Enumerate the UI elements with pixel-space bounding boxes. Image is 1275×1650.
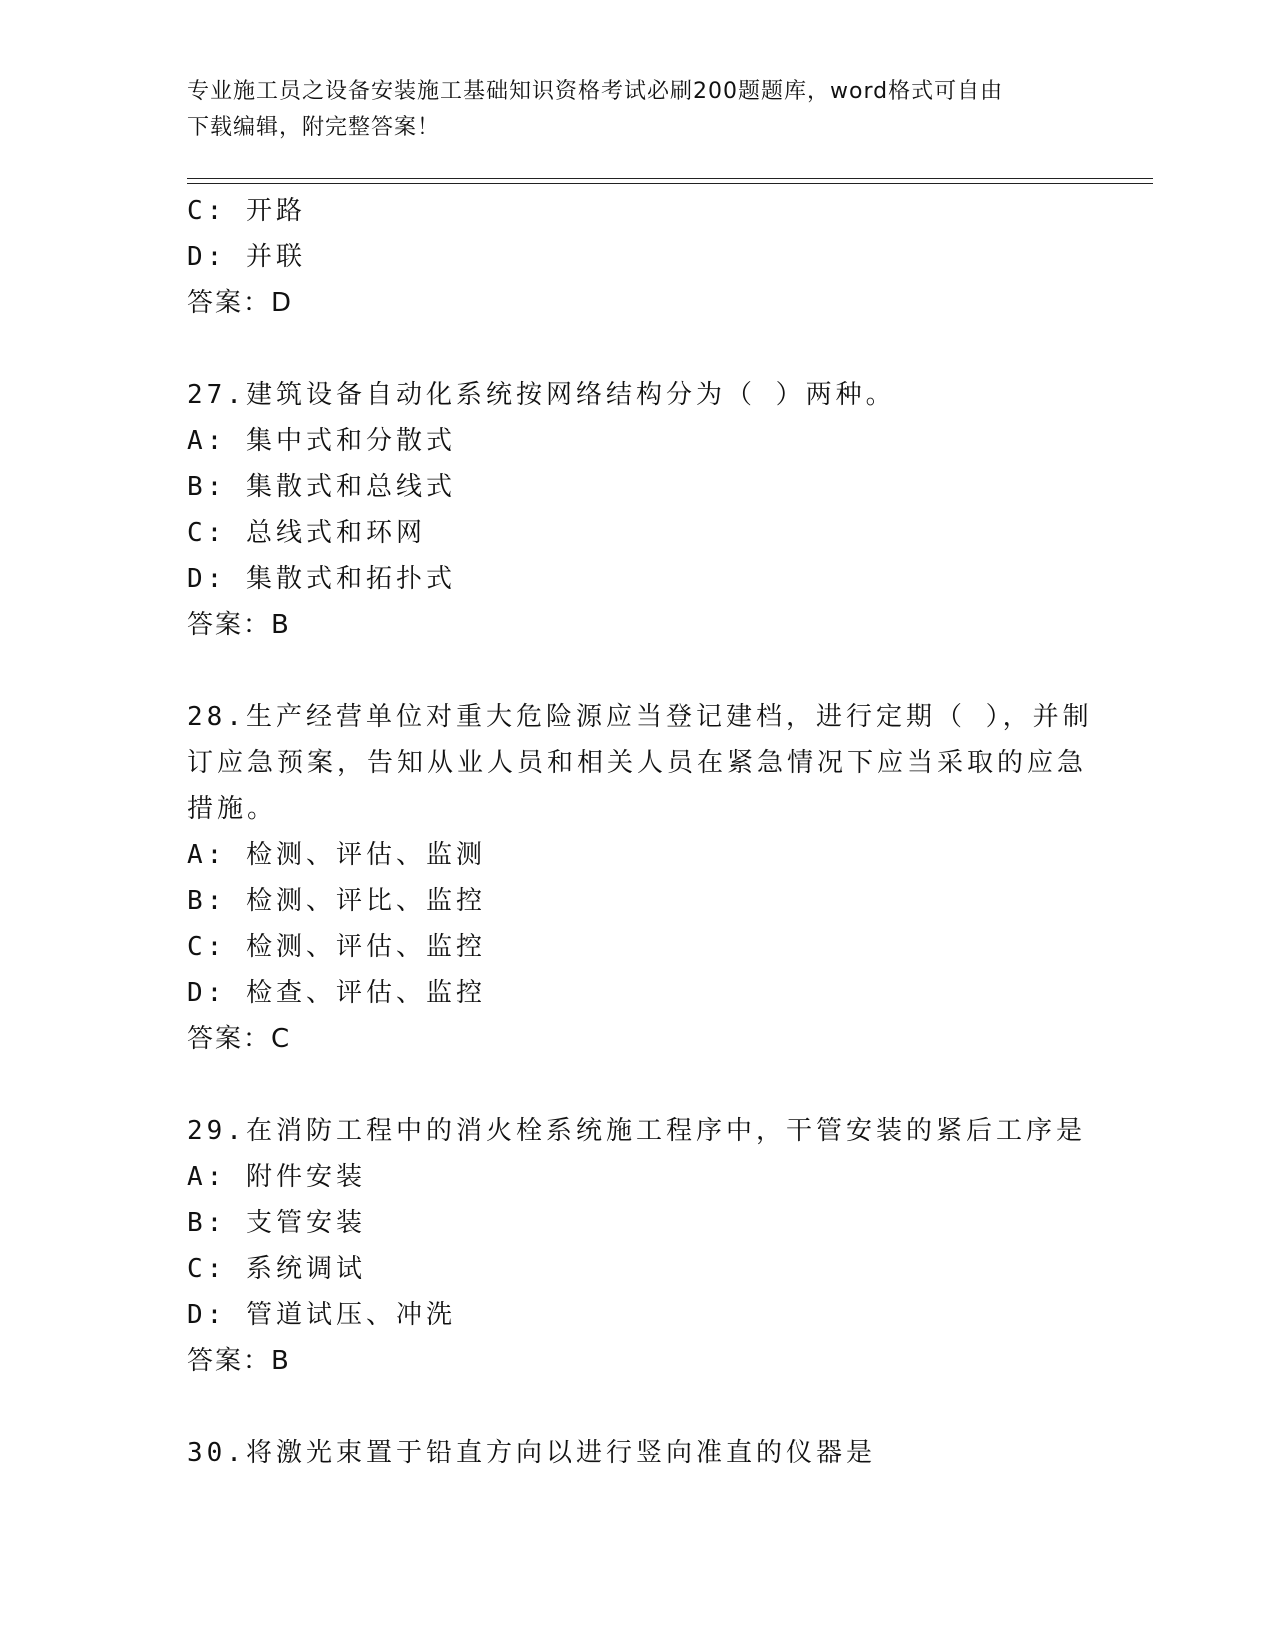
question-27 <box>187 372 1087 648</box>
question-list <box>187 188 1093 1476</box>
option-c: C: 总线式和环网 <box>187 518 426 548</box>
question-stem: 29.在消防工程中的消火栓系统施工程序中，干管安装的紧后工序是 <box>187 1116 1086 1146</box>
option-b: B: 检测、评比、监控 <box>187 886 486 916</box>
question-29 <box>187 1108 1087 1384</box>
option-c: C: 检测、评估、监控 <box>187 932 486 962</box>
header-line-2: 下载编辑，附完整答案！ <box>187 115 441 140</box>
spacer <box>187 648 1087 694</box>
document-header <box>187 74 1087 146</box>
option-b: B: 支管安装 <box>187 1208 366 1238</box>
option-a: A: 检测、评估、监测 <box>187 840 486 870</box>
question-stem: 30.将激光束置于铅直方向以进行竖向准直的仪器是 <box>187 1438 876 1468</box>
question-26 <box>187 188 1087 326</box>
spacer <box>187 326 1087 372</box>
option-b: B: 集散式和总线式 <box>187 472 456 502</box>
answer: 答案：C <box>187 1024 292 1054</box>
header-divider-top <box>187 178 1153 179</box>
header-divider-bottom <box>187 183 1153 184</box>
question-stem: 27.建筑设备自动化系统按网络结构分为（ ）两种。 <box>187 380 896 410</box>
option-a: A: 集中式和分散式 <box>187 426 456 456</box>
option-c: C: 开路 <box>187 196 306 226</box>
option-d: D: 检查、评估、监控 <box>187 978 486 1008</box>
answer: 答案：B <box>187 1346 291 1376</box>
header-line-1: 专业施工员之设备安装施工基础知识资格考试必刷200题题库，word格式可自由 <box>187 79 1004 104</box>
spacer <box>187 1062 1087 1108</box>
answer: 答案：D <box>187 288 294 318</box>
question-30 <box>187 1430 1087 1476</box>
answer: 答案：B <box>187 610 291 640</box>
option-d: D: 管道试压、冲洗 <box>187 1300 456 1330</box>
question-stem-line-2: 订应急预案，告知从业人员和相关人员在紧急情况下应当采取的应急 <box>187 748 1088 778</box>
question-stem-line-1: 28.生产经营单位对重大危险源应当登记建档，进行定期（ ），并制 <box>187 702 1093 732</box>
option-d: D: 集散式和拓扑式 <box>187 564 456 594</box>
question-stem-line-3: 措施。 <box>187 794 278 824</box>
question-28 <box>187 694 1093 1062</box>
question-stem <box>187 694 1093 832</box>
option-c: C: 系统调试 <box>187 1254 366 1284</box>
option-d: D: 并联 <box>187 242 306 272</box>
option-a: A: 附件安装 <box>187 1162 366 1192</box>
spacer <box>187 1384 1087 1430</box>
